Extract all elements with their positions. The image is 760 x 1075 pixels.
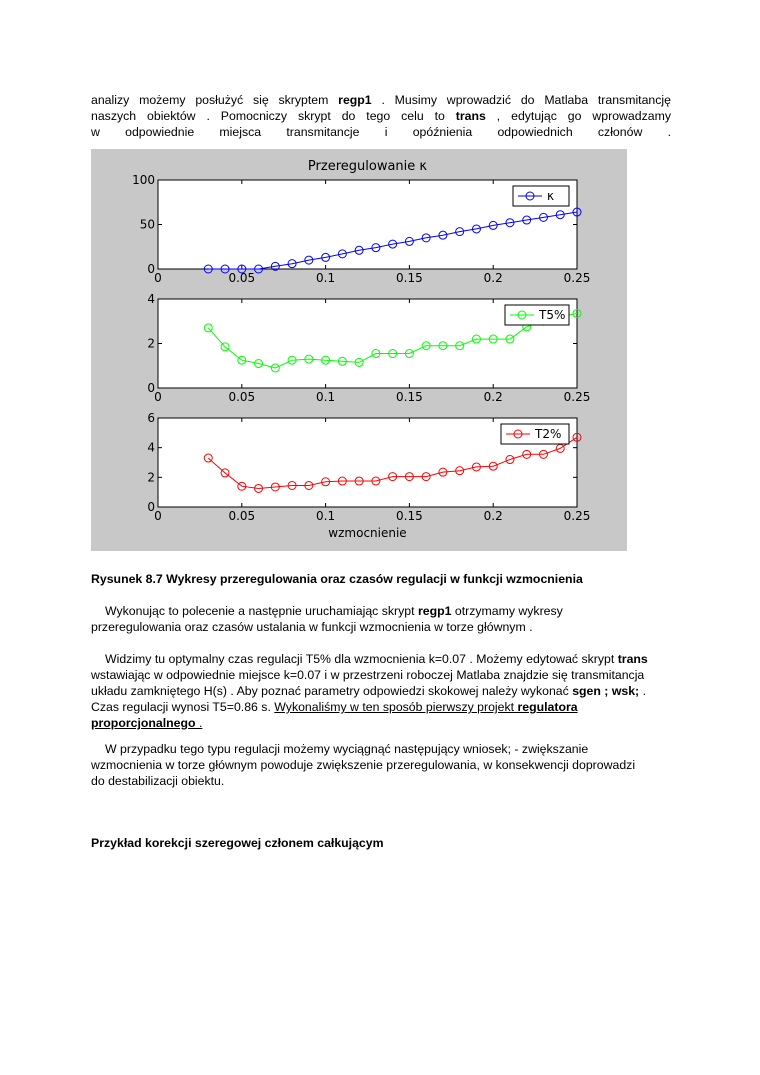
x-tick-label: 0.25 bbox=[563, 390, 591, 404]
x-tick-label: 0.15 bbox=[396, 271, 423, 285]
p3-line-2: wzmocnienia w torze głównym powoduje zwiększenie przeregulowania, w konsekwencji doprowadzi bbox=[91, 758, 636, 772]
x-tick-label: 0.1 bbox=[316, 390, 336, 404]
x-tick-label: 0.2 bbox=[483, 271, 503, 285]
intro-line-3: w odpowiednie miejsca transmitancje i opóźnienia odpowiednich członów . bbox=[91, 125, 671, 139]
y-tick-label: 0 bbox=[147, 262, 155, 276]
p1-line-2: przeregulowania oraz czasów ustalania w funkcji wzmocnienia w torze głównym . bbox=[91, 620, 533, 634]
y-tick-label: 0 bbox=[147, 500, 155, 514]
sgen-command: sgen ; wsk; bbox=[572, 684, 640, 698]
x-tick-label: 0.1 bbox=[316, 271, 336, 285]
p2-line-5: proporcjonalnego . bbox=[91, 716, 203, 730]
p2-line-4: Czas regulacji wynosi T5=0.86 s. Wykonaliśmy w ten sposób pierwszy projekt regulatora bbox=[91, 700, 578, 714]
y-tick-label: 50 bbox=[139, 217, 155, 232]
x-tick-label: 0.15 bbox=[396, 509, 423, 523]
x-tick-label: 0 bbox=[154, 271, 162, 285]
legend-label-3: T2% bbox=[535, 427, 562, 441]
x-tick-label: 0.25 bbox=[563, 271, 591, 285]
x-tick-label: 0.1 bbox=[316, 509, 336, 523]
paragraph-3 bbox=[91, 741, 671, 789]
x-tick-label: 0 bbox=[154, 390, 162, 404]
legend-label-1: κ bbox=[547, 189, 555, 203]
y-tick-label: 100 bbox=[132, 173, 155, 187]
regp1-keyword: regp1 bbox=[338, 93, 372, 107]
p1-line-1: Wykonując to polecenie a następnie uruchamiając skrypt regp1 otrzymamy wykresy bbox=[105, 604, 563, 618]
y-tick-label: 6 bbox=[147, 411, 155, 425]
p2-line-3: układu zamkniętego H(s) . Aby poznać parametry odpowiedzi skokowej należy wykonać sgen ; wsk; . bbox=[91, 684, 646, 698]
p3-line-1: W przypadku tego typu regulacji możemy wyciągnąć następujący wniosek; - zwiększanie bbox=[105, 742, 589, 756]
y-tick-label: 4 bbox=[147, 292, 155, 306]
p3-line-3: do destabilizacji obiektu. bbox=[91, 774, 225, 788]
x-tick-label: 0.25 bbox=[563, 509, 591, 523]
p2-line-2: wstawiając w odpowiednie miejsce k=0.07 i w przestrzeni roboczej Matlaba znajdzie się transmitancja bbox=[91, 668, 645, 682]
x-axis-label: wzmocnienie bbox=[328, 526, 407, 540]
chart-svg bbox=[91, 149, 627, 551]
section-heading: Przykład korekcji szeregowej członem całkującym bbox=[91, 836, 384, 850]
trans-keyword-2: trans bbox=[617, 652, 648, 666]
chart-title: Przeregulowanie κ bbox=[307, 159, 428, 174]
intro-paragraph bbox=[91, 92, 671, 140]
legend-label-2: T5% bbox=[539, 308, 566, 322]
y-tick-label: 2 bbox=[147, 336, 155, 351]
x-tick-label: 0.05 bbox=[228, 390, 256, 404]
x-tick-label: 0.2 bbox=[483, 509, 503, 523]
x-tick-label: 0.05 bbox=[228, 509, 256, 523]
x-tick-label: 0.15 bbox=[396, 390, 423, 404]
y-tick-label: 2 bbox=[147, 470, 155, 485]
y-tick-label: 4 bbox=[147, 440, 155, 455]
x-tick-label: 0.05 bbox=[228, 271, 256, 285]
intro-line-2: naszych obiektów . Pomocniczy skrypt do tego celu to trans , edytując go wprowadzamy bbox=[91, 109, 671, 123]
matlab-figure bbox=[91, 149, 627, 551]
figure-caption: Rysunek 8.7 Wykresy przeregulowania oraz czasów regulacji w funkcji wzmocnienia bbox=[91, 572, 583, 586]
trans-keyword: trans bbox=[455, 109, 486, 123]
paragraph-2 bbox=[91, 651, 671, 731]
intro-line-1: analizy możemy posłużyć się skryptem regp1 . Musimy wprowadzić do Matlaba transmitancję bbox=[91, 93, 671, 107]
p2-line-1: Widzimy tu optymalny czas regulacji T5% dla wzmocnienia k=0.07 . Możemy edytować skrypt trans bbox=[105, 652, 648, 666]
regp1-keyword-2: regp1 bbox=[417, 604, 452, 618]
x-tick-label: 0.2 bbox=[483, 390, 503, 404]
x-tick-label: 0 bbox=[154, 509, 162, 523]
y-tick-label: 0 bbox=[147, 381, 155, 395]
paragraph-1 bbox=[91, 603, 671, 635]
